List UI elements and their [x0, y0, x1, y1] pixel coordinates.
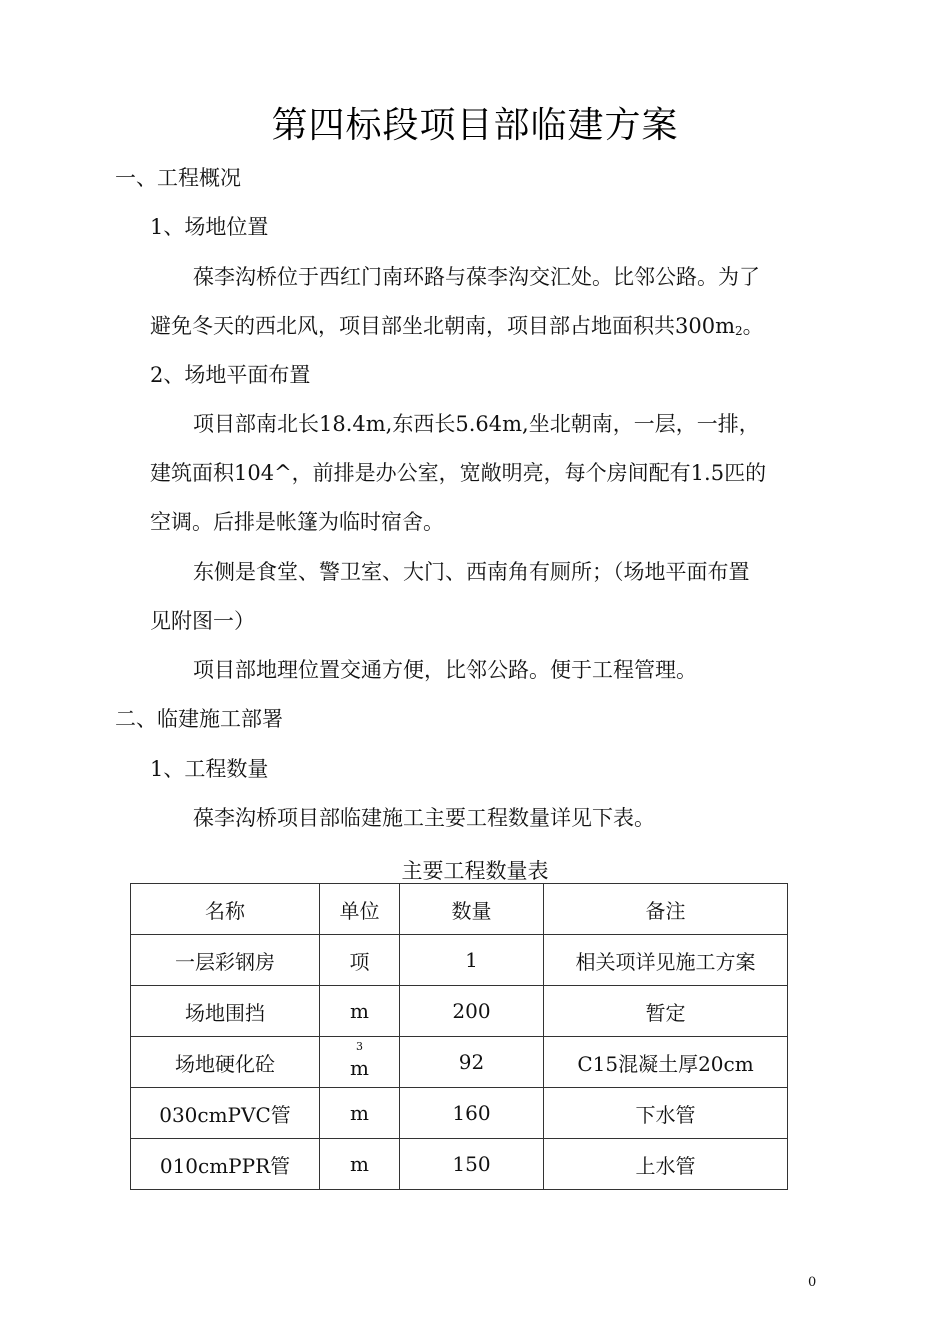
table-row: [131, 1088, 788, 1139]
cell-quantity: 160: [400, 1088, 544, 1139]
paragraph-line: 葆李沟桥位于西红门南环路与葆李沟交汇处。比邻公路。为了: [193, 265, 760, 289]
header-quantity: 数量: [400, 884, 544, 935]
cell-name: 030cmPVC管: [131, 1088, 320, 1139]
paragraph-line: [150, 312, 764, 343]
paragraph-line: 空调。后排是帐篷为临时宿舍。: [150, 510, 444, 534]
header-unit: 单位: [320, 884, 400, 935]
table-header-row: [131, 884, 788, 935]
cell-name: 场地硬化砼: [131, 1037, 320, 1088]
paragraph-line: 东侧是食堂、警卫室、大门、西南角有厕所；（场地平面布置: [193, 560, 750, 584]
cell-unit: m: [320, 986, 400, 1037]
cell-unit: [320, 1037, 400, 1088]
unit-base: m: [350, 1056, 369, 1080]
cell-note: C15混凝土厚20cm: [544, 1037, 788, 1088]
cell-quantity: 1: [400, 935, 544, 986]
subheading-site-location: 1、场地位置: [150, 215, 269, 239]
table-row: [131, 986, 788, 1037]
cell-quantity: 200: [400, 986, 544, 1037]
unit-superscript: 3: [356, 1040, 363, 1053]
cell-name: 一层彩钢房: [131, 935, 320, 986]
area-unit-subscript: 2: [735, 324, 743, 338]
table-row: [131, 935, 788, 986]
header-note: 备注: [544, 884, 788, 935]
cell-name: 场地围挡: [131, 986, 320, 1037]
cell-unit: m: [320, 1088, 400, 1139]
page-title: 第四标段项目部临建方案: [271, 105, 679, 146]
paragraph-line: 见附图一）: [150, 609, 255, 633]
table-row: [131, 1139, 788, 1190]
cell-note: 相关项详见施工方案: [544, 935, 788, 986]
paragraph-text: 。: [742, 314, 764, 338]
cell-unit: m: [320, 1139, 400, 1190]
cell-quantity: 92: [400, 1037, 544, 1088]
paragraph-line: 项目部地理位置交通方便，比邻公路。便于工程管理。: [193, 658, 697, 682]
cell-note: 下水管: [544, 1088, 788, 1139]
cell-unit: 项: [320, 935, 400, 986]
cell-note: 暂定: [544, 986, 788, 1037]
subheading-quantities: 1、工程数量: [150, 757, 269, 781]
cell-note: 上水管: [544, 1139, 788, 1190]
paragraph-line: 建筑面积104^，前排是办公室，宽敞明亮，每个房间配有1.5匹的: [150, 461, 767, 485]
page-number: 0: [808, 1275, 817, 1290]
table-row: [131, 1037, 788, 1088]
table-caption: 主要工程数量表: [401, 859, 549, 883]
header-name: 名称: [131, 884, 320, 935]
paragraph-text: 避免冬天的西北风，项目部坐北朝南，项目部占地面积共300m: [150, 314, 735, 338]
cell-name: 010cmPPR管: [131, 1139, 320, 1190]
section-heading-deployment: 二、临建施工部署: [115, 707, 283, 731]
cell-quantity: 150: [400, 1139, 544, 1190]
section-heading-overview: 一、工程概况: [115, 166, 241, 190]
paragraph-line: 项目部南北长18.4m,东西长5.64m,坐北朝南，一层，一排，: [193, 412, 760, 436]
subheading-site-layout: 2、场地平面布置: [150, 363, 311, 387]
paragraph-line: 葆李沟桥项目部临建施工主要工程数量详见下表。: [193, 806, 655, 830]
quantity-table: [130, 883, 788, 1190]
